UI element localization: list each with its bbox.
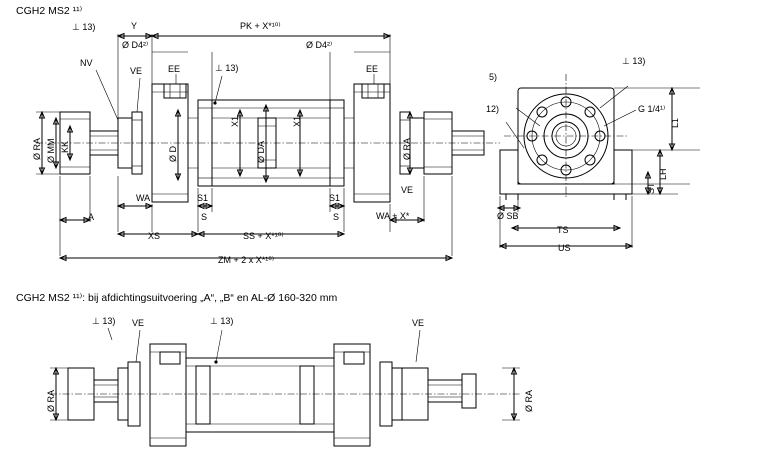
dim-s-left: S: [201, 212, 208, 222]
dim-d4-right: Ø D4²⁾: [306, 40, 333, 50]
cylinder-side-view: [36, 84, 500, 202]
dim-mm: Ø MM: [46, 138, 56, 163]
label-nv: NV: [80, 58, 93, 68]
dim-ts: TS: [557, 225, 569, 235]
dim-a: A: [88, 212, 95, 222]
figure-1-title: CGH2 MS2 ¹¹⁾: [16, 5, 83, 17]
dim-d4-left: Ø D4²⁾: [122, 40, 149, 50]
datum-symbol-1: ⊥ 13): [72, 22, 96, 32]
dim-s1-right: S1: [329, 193, 341, 203]
dim-xs: XS: [148, 231, 161, 241]
dim-d: Ø D: [168, 145, 178, 162]
dim-ra-left: Ø RA: [32, 137, 42, 160]
dim-s-right: S: [333, 212, 340, 222]
dim-kk: KK: [60, 140, 70, 153]
dim-wa: WA: [136, 193, 151, 203]
label-ve-right-2: VE: [412, 318, 425, 328]
dim-da: Ø DA: [256, 140, 266, 163]
dim-y: Y: [131, 21, 138, 31]
label-ve-left: VE: [130, 66, 143, 76]
dim-x1-right: X1: [292, 115, 302, 127]
dim-ra-right: Ø RA: [402, 137, 412, 160]
dim-s1-left: S1: [197, 193, 209, 203]
datum-symbol-4: ⊥ 13): [92, 316, 116, 326]
label-thread: G 1/4¹⁾: [638, 104, 666, 114]
dim-st: ST: [646, 182, 656, 194]
cylinder-end-view: [498, 74, 700, 249]
dim-sb: Ø SB: [497, 211, 519, 221]
dim-zm: ZM + 2 x X*¹⁰⁾: [218, 255, 275, 265]
dim-l1: L1: [670, 117, 680, 128]
note-5: 5): [489, 72, 498, 82]
label-ve-right: VE: [401, 185, 414, 195]
datum-symbol-3: ⊥ 13): [622, 56, 646, 66]
figure-2-title: CGH2 MS2 ¹¹⁾: bij afdichtingsuitvoering „A“, „B“ en AL-Ø 160-320 mm: [16, 292, 338, 304]
label-ee-left: EE: [168, 64, 181, 74]
label-ee-right: EE: [366, 64, 379, 74]
note-12: 12): [486, 104, 500, 114]
dim-ss: SS + X*¹⁰⁾: [243, 231, 284, 241]
dim-x1-left: X1: [230, 115, 240, 127]
dim-pk: PK + X*¹⁰⁾: [240, 21, 281, 31]
dim-lh: LH: [658, 168, 668, 180]
cylinder-side-view-variant: [50, 328, 520, 446]
dim-us: US: [558, 243, 571, 253]
dim-ra-right-2: Ø RA: [524, 389, 534, 412]
dim-wa-x: WA + X*: [376, 211, 410, 221]
datum-symbol-2: ⊥ 13): [215, 63, 239, 73]
datum-symbol-5: ⊥ 13): [210, 316, 234, 326]
dim-ra-left-2: Ø RA: [46, 389, 56, 412]
label-ve-left-2: VE: [132, 318, 145, 328]
